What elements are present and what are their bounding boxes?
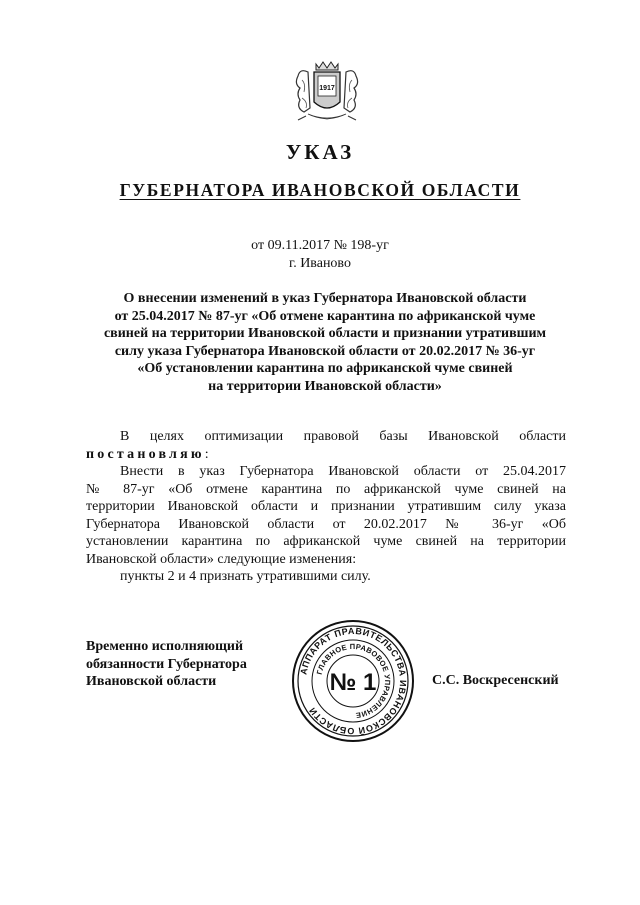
signatory-position-line: обязанности Губернатора xyxy=(86,656,247,672)
seal-ring-text: АППАРАТ ПРАВИТЕЛЬСТВА ИВАНОВСКОЙ ОБЛАСТИ xyxy=(298,625,409,737)
decree-date-number: от 09.11.2017 № 198-уг xyxy=(251,238,389,253)
signatory-name: С.С. Воскресенский xyxy=(432,673,559,688)
body-paragraph-preamble: В целях оптимизации правовой базы Ивановской области xyxy=(120,429,566,444)
body-paragraph-line: Ивановской области» следующие изменения: xyxy=(86,551,357,567)
body-paragraph-line: Губернатора Ивановской области от 20.02.2017 № 36-уг «Об xyxy=(86,516,566,532)
decree-word-line xyxy=(86,446,566,464)
emblem-inscription: 1917 xyxy=(319,85,335,92)
heading-line: от 25.04.2017 № 87-уг «Об отмене карантина по африканской чуме xyxy=(114,308,536,324)
coat-of-arms-emblem xyxy=(288,58,366,126)
issuer-title-text: ГУБЕРНАТОРА ИВАНОВСКОЙ ОБЛАСТИ xyxy=(119,180,521,200)
heading-line: на территории Ивановской области» xyxy=(208,378,442,394)
heading-line: «Об установлении карантина по африканской чуме свиней xyxy=(137,361,513,376)
seal-inner-text: ГЛАВНОЕ ПРАВОВОЕ УПРАВЛЕНИЕ xyxy=(314,641,393,720)
signatory-position-line: Ивановской области xyxy=(86,674,217,689)
decree-word: постановляю xyxy=(86,446,205,462)
heading-line: силу указа Губернатора Ивановской области от 20.02.2017 № 36-уг xyxy=(114,343,536,359)
signatory-position-line: Временно исполняющий xyxy=(86,639,244,654)
seal-number: № 1 xyxy=(329,669,377,696)
body-paragraph-line: № 87-уг «Об отмене карантина по африканской чуме свиней на xyxy=(86,481,566,497)
official-seal xyxy=(288,616,418,746)
document-type-title: УКАЗ xyxy=(285,140,355,164)
heading-line: О внесении изменений в указ Губернатора Ивановской области xyxy=(123,291,527,306)
decree-body xyxy=(86,428,566,586)
decree-heading xyxy=(90,290,560,395)
body-paragraph-line: Внести в указ Губернатора Ивановской области от 25.04.2017 xyxy=(120,464,566,479)
body-paragraph-line: установлении карантина по африканской чуме свиней на территории xyxy=(86,534,566,549)
decree-word-colon: : xyxy=(204,446,209,462)
decree-city: г. Иваново xyxy=(289,256,351,271)
issuer-title xyxy=(0,180,640,201)
signatory-position xyxy=(86,638,247,691)
body-paragraph-line: территории Ивановской области и признании утратившим силу указа xyxy=(86,499,566,514)
heading-line: свиней на территории Ивановской области и признании утратившим xyxy=(103,326,547,341)
body-paragraph-points: пункты 2 и 4 признать утратившими силу. xyxy=(120,569,371,584)
